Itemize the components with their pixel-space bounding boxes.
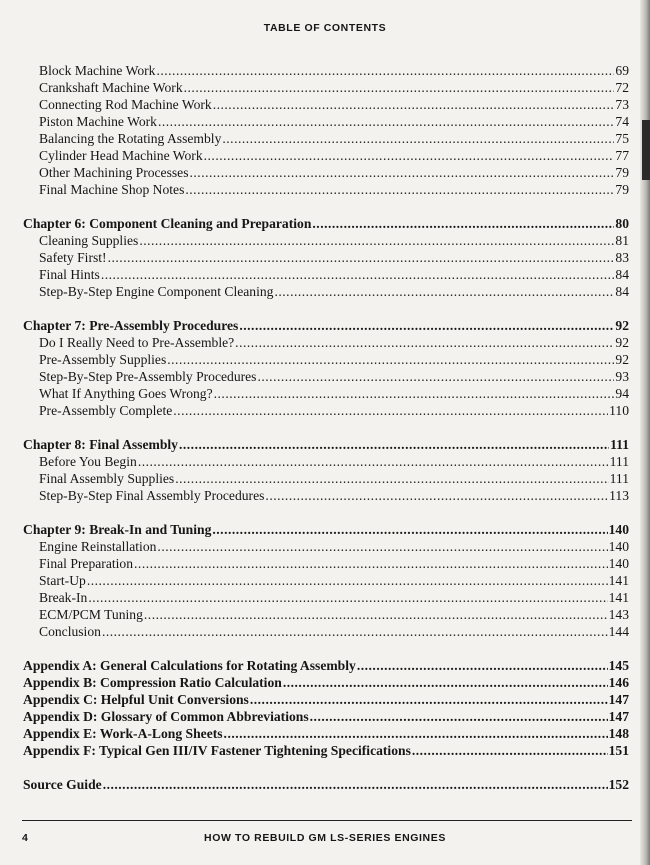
entry-page-number: 146 [608,675,629,690]
dot-leader [214,385,615,402]
dot-leader [185,181,614,198]
entry-title: Final Hints [39,267,100,282]
dot-leader [134,555,608,572]
entry-title: Source Guide [23,777,102,792]
dot-leader [167,351,614,368]
entry-title: Start-Up [39,573,86,588]
dot-leader [173,402,608,419]
entry-page-number: 111 [610,437,629,452]
entry-title: ECM/PCM Tuning [39,607,143,622]
footer-page-number: 4 [22,832,28,844]
entry-page-number: 140 [608,522,629,537]
toc-section [23,436,629,504]
entry-title: Crankshaft Machine Work [39,80,183,95]
toc-entry [23,385,629,402]
toc-appendices [23,657,629,759]
toc-entry [23,130,629,147]
footer-rule [22,820,632,821]
toc-chapter-entry [23,317,629,334]
page-edge-tab [642,120,650,180]
toc-entry [23,266,629,283]
entry-title: Appendix E: Work-A-Long Sheets [23,726,223,741]
entry-title: Before You Begin [39,454,137,469]
entry-page-number: 143 [608,607,629,622]
toc-entry [23,623,629,640]
entry-title: Appendix D: Glossary of Common Abbreviations [23,709,309,724]
toc-entry [23,232,629,249]
toc-chapter-entry [23,725,629,742]
entry-page-number: 141 [608,590,629,605]
dot-leader [179,436,609,453]
entry-title: Step-By-Step Pre-Assembly Procedures [39,369,257,384]
entry-page-number: 77 [615,148,629,163]
toc-entry [23,538,629,555]
toc-entry [23,249,629,266]
toc-entry [23,572,629,589]
toc-chapter-entry [23,215,629,232]
entry-page-number: 152 [608,777,629,792]
entry-title: Conclusion [39,624,101,639]
entry-title: Cleaning Supplies [39,233,139,248]
toc-entry [23,555,629,572]
entry-title: Break-In [39,590,88,605]
toc-entry [23,402,629,419]
toc-entry [23,147,629,164]
dot-leader [310,708,608,725]
entry-page-number: 92 [615,318,629,333]
entry-page-number: 151 [608,743,629,758]
dot-leader [102,623,608,640]
entry-page-number: 92 [615,335,629,350]
entry-page-number: 73 [615,97,629,112]
entry-page-number: 93 [615,369,629,384]
dot-leader [274,283,614,300]
dot-leader [87,572,608,589]
entry-title: Balancing the Rotating Assembly [39,131,222,146]
entry-title: Chapter 7: Pre-Assembly Procedures [23,318,239,333]
dot-leader [204,147,615,164]
entry-title: What If Anything Goes Wrong? [39,386,213,401]
entry-page-number: 148 [608,726,629,741]
entry-page-number: 111 [609,471,629,486]
dot-leader [412,742,608,759]
toc-entry [23,589,629,606]
toc-chapter-entry [23,521,629,538]
entry-title: Connecting Rod Machine Work [39,97,212,112]
toc-entry [23,181,629,198]
entry-page-number: 74 [615,114,629,129]
toc-section [23,317,629,419]
dot-leader [138,453,609,470]
dot-leader [235,334,614,351]
toc-chapter-entry [23,742,629,759]
dot-leader [144,606,608,623]
entry-page-number: 147 [608,709,629,724]
entry-title: Piston Machine Work [39,114,157,129]
entry-page-number: 92 [615,352,629,367]
entry-page-number: 75 [615,131,629,146]
entry-title: Appendix F: Typical Gen III/IV Fastener Tightening Specifications [23,743,411,758]
entry-title: Engine Reinstallation [39,539,157,554]
dot-leader [175,470,608,487]
entry-title: Pre-Assembly Complete [39,403,173,418]
entry-title: Final Assembly Supplies [39,471,175,486]
entry-page-number: 140 [608,556,629,571]
toc-section [23,215,629,300]
toc-entry [23,79,629,96]
dot-leader [157,538,607,555]
toc-entry [23,62,629,79]
entry-page-number: 84 [615,267,629,282]
dot-leader [283,674,608,691]
entry-title: Block Machine Work [39,63,156,78]
toc-entry [23,368,629,385]
footer-book-title: HOW TO REBUILD GM LS-SERIES ENGINES [204,832,446,844]
dot-leader [212,521,607,538]
entry-page-number: 145 [608,658,629,673]
toc-entry [23,453,629,470]
table-of-contents [23,62,629,810]
toc-entry [23,470,629,487]
entry-page-number: 94 [615,386,629,401]
toc-chapter-entry [23,708,629,725]
entry-title: Final Machine Shop Notes [39,182,185,197]
toc-source-guide [23,776,629,793]
entry-page-number: 141 [608,573,629,588]
dot-leader [158,113,614,130]
dot-leader [250,691,608,708]
entry-page-number: 144 [608,624,629,639]
entry-page-number: 113 [609,488,629,503]
toc-entry [23,351,629,368]
entry-title: Cylinder Head Machine Work [39,148,203,163]
dot-leader [257,368,614,385]
dot-leader [312,215,614,232]
toc-chapter-entry [23,657,629,674]
toc-section [23,521,629,640]
entry-page-number: 69 [615,63,629,78]
toc-chapter-entry [23,776,629,793]
entry-title: Safety First! [39,250,107,265]
dot-leader [190,164,615,181]
toc-entry [23,96,629,113]
entry-page-number: 83 [615,250,629,265]
toc-entry [23,487,629,504]
dot-leader [239,317,614,334]
toc-chapter-entry [23,674,629,691]
toc-chapter-entry [23,436,629,453]
dot-leader [156,62,614,79]
toc-entry [23,164,629,181]
entry-title: Step-By-Step Engine Component Cleaning [39,284,274,299]
entry-page-number: 140 [608,539,629,554]
entry-page-number: 84 [615,284,629,299]
entry-page-number: 110 [609,403,629,418]
toc-section [23,62,629,198]
toc-entry [23,113,629,130]
entry-page-number: 79 [615,165,629,180]
entry-title: Chapter 6: Component Cleaning and Preparation [23,216,312,231]
entry-page-number: 147 [608,692,629,707]
dot-leader [224,725,608,742]
entry-page-number: 79 [615,182,629,197]
dot-leader [88,589,607,606]
entry-title: Final Preparation [39,556,134,571]
entry-page-number: 80 [615,216,629,231]
dot-leader [101,266,615,283]
toc-entry [23,283,629,300]
entry-page-number: 111 [609,454,629,469]
dot-leader [184,79,615,96]
entry-title: Appendix A: General Calculations for Rotating Assembly [23,658,356,673]
entry-title: Chapter 8: Final Assembly [23,437,178,452]
entry-page-number: 72 [615,80,629,95]
toc-entry [23,334,629,351]
entry-title: Step-By-Step Final Assembly Procedures [39,488,265,503]
toc-chapter-entry [23,691,629,708]
entry-page-number: 81 [615,233,629,248]
dot-leader [139,232,614,249]
dot-leader [265,487,608,504]
page-header: TABLE OF CONTENTS [263,22,387,34]
toc-entry [23,606,629,623]
dot-leader [103,776,608,793]
dot-leader [222,130,614,147]
entry-title: Other Machining Processes [39,165,189,180]
entry-title: Pre-Assembly Supplies [39,352,167,367]
dot-leader [108,249,615,266]
entry-title: Appendix C: Helpful Unit Conversions [23,692,249,707]
dot-leader [357,657,608,674]
entry-title: Chapter 9: Break-In and Tuning [23,522,212,537]
entry-title: Do I Really Need to Pre-Assemble? [39,335,235,350]
dot-leader [213,96,615,113]
entry-title: Appendix B: Compression Ratio Calculation [23,675,282,690]
